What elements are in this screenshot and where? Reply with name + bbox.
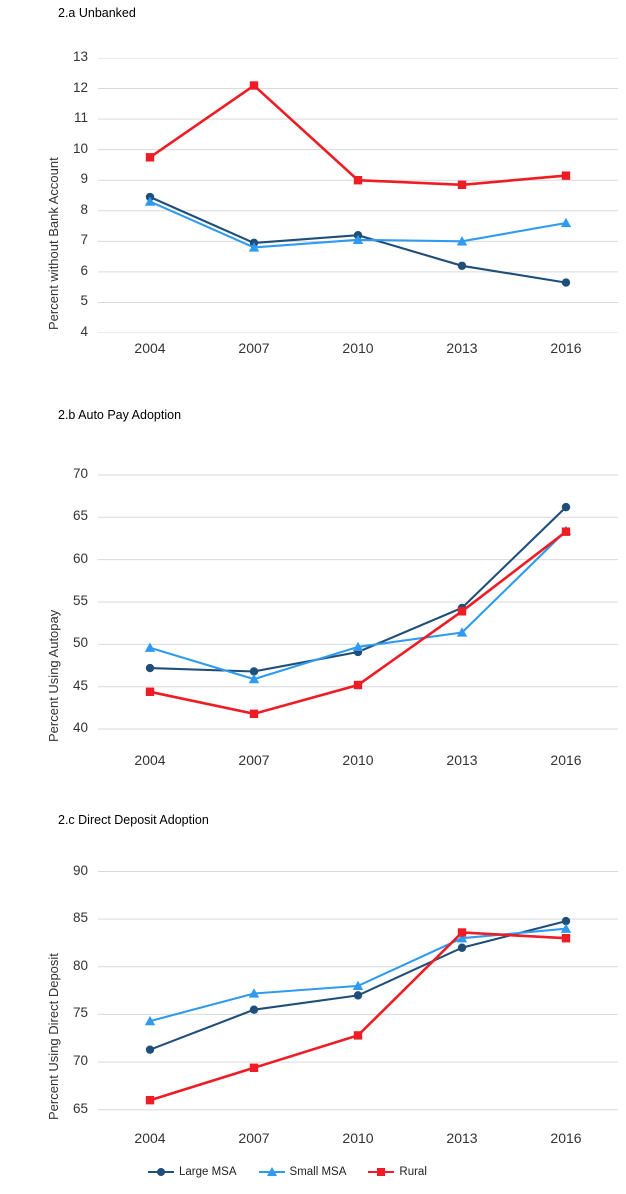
data-point-rural — [354, 681, 362, 689]
y-tick-label: 7 — [80, 232, 88, 248]
legend-swatch-triangle-icon — [259, 1167, 285, 1177]
data-point-large-msa — [146, 1045, 154, 1053]
y-tick-label: 5 — [80, 293, 88, 309]
legend-swatch-square-icon — [368, 1167, 394, 1177]
y-tick-label: 90 — [72, 862, 88, 878]
y-tick-label: 85 — [72, 910, 88, 926]
y-axis-label-1: Percent without Bank Account — [46, 157, 61, 330]
x-tick-label: 2007 — [238, 752, 270, 768]
y-tick-label: 60 — [72, 550, 88, 566]
x-tick-label: 2004 — [134, 752, 166, 768]
y-tick-label: 6 — [80, 262, 88, 278]
legend-label: Rural — [399, 1166, 427, 1178]
y-tick-label: 45 — [72, 677, 88, 693]
plot-area-3 — [98, 862, 618, 1124]
chart-canvas-1 — [98, 58, 618, 333]
y-tick-label: 9 — [80, 171, 88, 187]
y-tick-label: 10 — [72, 140, 88, 156]
data-point-small-msa — [561, 218, 571, 227]
x-tick-label: 2010 — [342, 752, 374, 768]
y-tick-label: 50 — [72, 635, 88, 651]
legend-item-rural[interactable] — [368, 1166, 426, 1178]
y-tick-label: 55 — [72, 593, 88, 608]
y-axis-label-2: Percent Using Autopay — [46, 609, 61, 742]
data-point-rural — [562, 171, 570, 179]
legend-label: Large MSA — [179, 1166, 237, 1178]
y-axis-label-3: Percent Using Direct Deposit — [46, 953, 61, 1120]
data-point-rural — [458, 607, 466, 615]
data-point-large-msa — [562, 503, 570, 511]
x-tick-label: 2004 — [134, 340, 166, 356]
data-point-rural — [250, 1064, 258, 1072]
y-tick-label: 4 — [80, 324, 88, 339]
y-tick-label: 40 — [72, 720, 88, 736]
data-point-large-msa — [250, 1005, 258, 1013]
data-point-rural — [458, 181, 466, 189]
y-tick-label: 65 — [72, 1100, 88, 1116]
x-tick-label: 2010 — [342, 1130, 374, 1146]
panel-title-1: 2.a Unbanked — [58, 6, 136, 20]
legend-label: Small MSA — [289, 1166, 347, 1178]
x-tick-label: 2013 — [446, 340, 478, 356]
x-tick-label: 2016 — [550, 340, 582, 356]
x-tick-label: 2010 — [342, 340, 374, 356]
y-tick-label: 12 — [72, 79, 88, 95]
x-tick-label: 2016 — [550, 1130, 582, 1146]
x-tick-label: 2013 — [446, 1130, 478, 1146]
y-tick-label: 70 — [72, 1053, 88, 1069]
legend-item-small-msa[interactable] — [259, 1166, 347, 1178]
data-point-rural — [458, 928, 466, 936]
chart-legend — [148, 1166, 427, 1178]
y-tick-label: 11 — [73, 110, 88, 126]
x-tick-label: 2004 — [134, 1130, 166, 1146]
plot-area-1 — [98, 58, 618, 333]
series-line-rural — [150, 933, 566, 1101]
data-point-large-msa — [458, 944, 466, 952]
series-line-small-msa — [150, 531, 566, 679]
data-point-rural — [146, 1096, 154, 1104]
chart-canvas-3 — [98, 862, 618, 1124]
plot-area-2 — [98, 458, 618, 746]
chart-canvas-2 — [98, 458, 618, 746]
data-point-rural — [250, 81, 258, 89]
data-point-rural — [146, 153, 154, 161]
x-tick-label: 2016 — [550, 752, 582, 768]
y-tick-label: 80 — [72, 957, 88, 973]
data-point-rural — [562, 527, 570, 535]
y-tick-label: 75 — [72, 1005, 88, 1021]
data-point-rural — [146, 688, 154, 696]
data-point-rural — [562, 934, 570, 942]
y-tick-label: 70 — [72, 465, 88, 481]
data-point-large-msa — [146, 664, 154, 672]
y-tick-label: 65 — [72, 508, 88, 524]
panel-title-2: 2.b Auto Pay Adoption — [58, 408, 182, 422]
x-tick-label: 2007 — [238, 340, 270, 356]
y-tick-label: 13 — [72, 49, 88, 64]
x-tick-label: 2013 — [446, 752, 478, 768]
data-point-rural — [354, 1031, 362, 1039]
x-tick-label: 2007 — [238, 1130, 270, 1146]
data-point-large-msa — [354, 991, 362, 999]
series-line-small-msa — [150, 929, 566, 1021]
data-point-large-msa — [458, 262, 466, 270]
series-line-rural — [150, 86, 566, 185]
panel-title-3: 2.c Direct Deposit Adoption — [58, 813, 209, 827]
data-point-rural — [354, 176, 362, 184]
data-point-rural — [250, 710, 258, 718]
y-tick-label: 8 — [80, 201, 88, 217]
legend-swatch-circle-icon — [148, 1167, 174, 1177]
data-point-large-msa — [562, 278, 570, 286]
legend-item-large-msa[interactable] — [148, 1166, 237, 1178]
